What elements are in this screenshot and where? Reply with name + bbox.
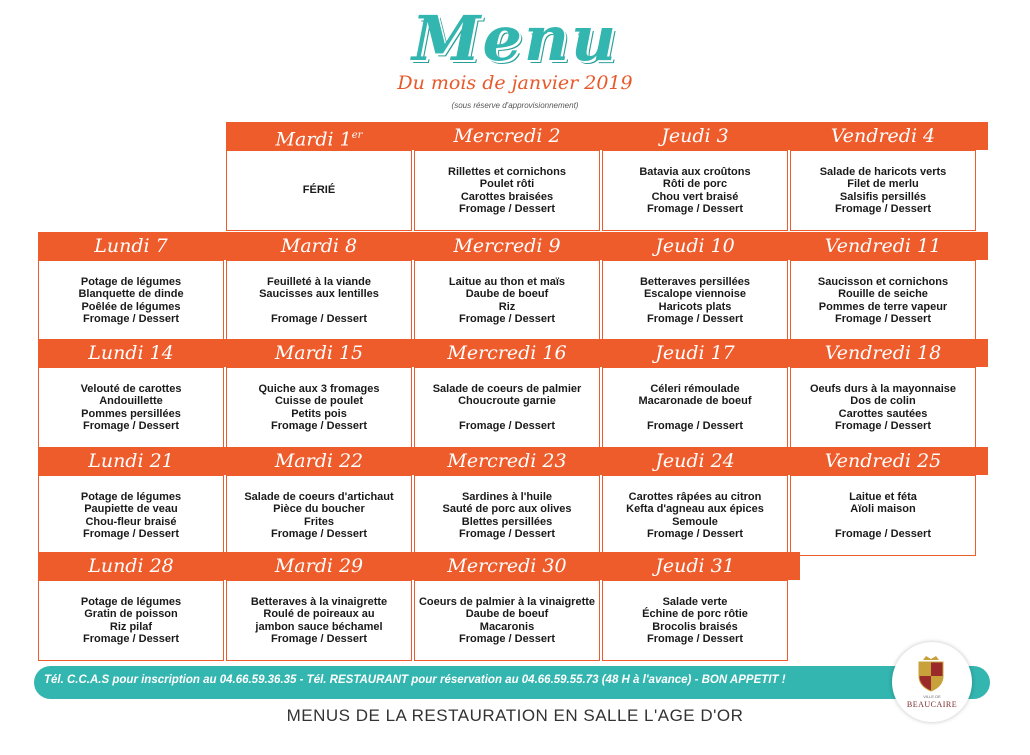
menu-item: Quiche aux 3 fromages xyxy=(258,382,380,395)
menu-item: Brocolis braisés xyxy=(652,620,738,633)
menu-item: Chou-fleur braisé xyxy=(85,515,177,528)
day-header xyxy=(38,552,224,580)
menu-item: Velouté de carottes xyxy=(80,382,182,395)
menu-item: Riz xyxy=(498,300,516,313)
menu-item: Aïoli maison xyxy=(850,503,916,515)
menu-item: FÉRIÉ xyxy=(302,184,336,197)
menu-item: jambon sauce béchamel xyxy=(255,620,383,633)
menu-item: Potage de légumes xyxy=(80,275,182,288)
day-menu-box xyxy=(226,367,412,448)
day-label: Jeudi 24 xyxy=(655,450,735,472)
menu-item: Fromage / Dessert xyxy=(459,633,555,645)
day-header xyxy=(790,447,976,475)
day-header xyxy=(38,339,224,367)
day-header xyxy=(414,447,600,475)
day-header xyxy=(602,232,788,260)
day-menu-box xyxy=(790,475,976,556)
menu-item: Poêlée de légumes xyxy=(81,300,181,313)
day-header xyxy=(226,552,412,580)
menu-item: Rouille de seiche xyxy=(838,288,928,300)
menu-item: Fromage / Dessert xyxy=(647,313,743,325)
menu-item: Salade de coeurs d'artichaut xyxy=(244,490,394,503)
menu-item: Fromage / Dessert xyxy=(459,203,555,215)
menu-item: Oeufs durs à la mayonnaise xyxy=(809,382,957,395)
menu-item: Betteraves à la vinaigrette xyxy=(250,595,388,608)
menu-item: Potage de légumes xyxy=(80,595,182,608)
day-menu-box xyxy=(414,475,600,556)
footer-contact: Tél. C.C.A.S pour inscription au 04.66.59.36.35 - Tél. RESTAURANT pour réservation au 04.66.59.55.73 (48 H à l'avance) - BON APPETIT ! xyxy=(44,674,786,686)
crest-icon xyxy=(916,656,946,692)
menu-item: Fromage / Dessert xyxy=(271,633,367,645)
day-header xyxy=(414,122,600,150)
menu-item: Fromage / Dessert xyxy=(647,633,743,645)
menu-item: Fromage / Dessert xyxy=(835,420,931,432)
menu-item: Laitue et féta xyxy=(849,490,917,503)
day-menu-box xyxy=(38,260,224,341)
menu-item: Fromage / Dessert xyxy=(83,528,179,540)
menu-item: Fromage / Dessert xyxy=(83,313,179,325)
menu-item: Fromage / Dessert xyxy=(835,203,931,215)
day-label: Mercredi 2 xyxy=(453,125,561,147)
day-header xyxy=(414,339,600,367)
menu-item: Choucroute garnie xyxy=(458,395,556,407)
day-menu-box xyxy=(790,367,976,448)
day-header xyxy=(38,232,224,260)
day-menu-box xyxy=(790,260,976,341)
day-header xyxy=(226,122,412,150)
menu-item: Feuilleté à la viande xyxy=(267,275,371,288)
menu-item: Sauté de porc aux olives xyxy=(442,503,572,515)
day-label: Jeudi 10 xyxy=(655,235,735,257)
day-label: Mardi 1 xyxy=(275,128,352,151)
day-label: Vendredi 11 xyxy=(824,235,942,257)
day-label: Mercredi 9 xyxy=(453,235,561,257)
day-header xyxy=(226,232,412,260)
menu-item: Fromage / Dessert xyxy=(647,203,743,215)
menu-item: Coeurs de palmier à la vinaigrette xyxy=(418,595,596,608)
day-header xyxy=(602,447,788,475)
day-menu-box xyxy=(602,260,788,341)
menu-item: Riz pilaf xyxy=(109,620,153,633)
day-menu-box xyxy=(414,580,600,661)
day-label: Mardi 15 xyxy=(274,342,364,364)
menu-item: Carottes râpées au citron xyxy=(628,490,762,503)
menu-item: Sardines à l'huile xyxy=(461,490,553,503)
day-header xyxy=(790,232,976,260)
day-label: Jeudi 31 xyxy=(655,555,735,577)
menu-item: Fromage / Dessert xyxy=(83,420,179,432)
menu-item: Pommes persillées xyxy=(81,407,181,420)
day-label: Lundi 7 xyxy=(94,235,168,257)
day-label: Vendredi 25 xyxy=(824,450,942,472)
day-menu-box xyxy=(226,150,412,231)
day-menu-box xyxy=(602,367,788,448)
menu-item: Chou vert braisé xyxy=(651,190,739,203)
menu-item: Daube de boeuf xyxy=(465,608,549,620)
day-label: Mercredi 16 xyxy=(447,342,567,364)
menu-item: Fromage / Dessert xyxy=(83,633,179,645)
day-header xyxy=(38,447,224,475)
day-label: Jeudi 17 xyxy=(655,342,735,364)
menu-item: Blanquette de dinde xyxy=(78,288,184,300)
day-label: Mercredi 23 xyxy=(447,450,567,472)
menu-item: Frites xyxy=(304,515,334,528)
day-label: Vendredi 4 xyxy=(830,125,936,147)
day-header xyxy=(414,232,600,260)
menu-item: Carottes braisées xyxy=(460,190,554,203)
logo-subtitle: VILLE DE xyxy=(923,694,941,699)
menu-item: Cuisse de poulet xyxy=(274,395,364,407)
day-label: Mardi 8 xyxy=(280,235,358,257)
day-menu-box xyxy=(226,475,412,556)
day-menu-box xyxy=(602,150,788,231)
day-label-suffix: er xyxy=(351,130,363,141)
menu-item: Saucisson et cornichons xyxy=(817,275,949,288)
day-header xyxy=(602,339,788,367)
menu-item: Semoule xyxy=(672,515,718,528)
menu-item: Betteraves persillées xyxy=(639,275,751,288)
menu-item: Céleri rémoulade xyxy=(650,382,740,395)
menu-item: Blettes persillées xyxy=(461,515,553,528)
menu-item: Pièce du boucher xyxy=(273,503,365,515)
menu-item: Fromage / Dessert xyxy=(835,313,931,325)
menu-subtitle: Du mois de janvier 2019 xyxy=(397,72,633,94)
day-menu-box xyxy=(38,580,224,661)
menu-item: Salade verte xyxy=(662,595,728,608)
day-label: Vendredi 18 xyxy=(824,342,942,364)
menu-item: Batavia aux croûtons xyxy=(639,165,751,178)
menu-item: Rillettes et cornichons xyxy=(448,165,566,178)
day-menu-box xyxy=(602,580,788,661)
menu-item: Haricots plats xyxy=(658,300,732,313)
menu-item: Fromage / Dessert xyxy=(647,420,743,432)
day-menu-box xyxy=(226,260,412,341)
menu-item: Dos de colin xyxy=(850,395,916,407)
day-menu-box xyxy=(38,475,224,556)
day-menu-box xyxy=(414,150,600,231)
bottom-caption: MENUS DE LA RESTAURATION EN SALLE L'AGE D'OR xyxy=(286,706,744,725)
day-label: Lundi 21 xyxy=(88,450,174,472)
day-header xyxy=(414,552,600,580)
day-label: Mardi 22 xyxy=(274,450,364,472)
logo-name: BEAUCAIRE xyxy=(906,700,958,709)
menu-item: Daube de boeuf xyxy=(465,288,549,300)
menu-item: Fromage / Dessert xyxy=(459,313,555,325)
day-menu-box xyxy=(414,367,600,448)
menu-item: Rôti de porc xyxy=(662,178,728,190)
day-label: Jeudi 3 xyxy=(661,125,729,147)
day-label: Mercredi 30 xyxy=(447,555,567,577)
menu-item: Carottes sautées xyxy=(838,407,928,420)
day-label: Lundi 28 xyxy=(88,555,174,577)
day-header xyxy=(226,339,412,367)
menu-item: Fromage / Dessert xyxy=(647,528,743,540)
menu-item: Fromage / Dessert xyxy=(271,420,367,432)
menu-item: Andouillette xyxy=(99,395,163,407)
menu-item: Poulet rôti xyxy=(479,178,535,190)
day-menu-box xyxy=(602,475,788,556)
menu-item: Paupiette de veau xyxy=(84,503,178,515)
menu-item: Kefta d'agneau aux épices xyxy=(626,503,764,515)
day-menu-box xyxy=(790,150,976,231)
day-header xyxy=(226,447,412,475)
menu-item: Fromage / Dessert xyxy=(835,528,931,540)
day-header xyxy=(602,122,788,150)
day-menu-box xyxy=(414,260,600,341)
menu-item: Salade de coeurs de palmier xyxy=(432,382,582,395)
menu-item: Saucisses aux lentilles xyxy=(259,288,379,300)
menu-title: Menu xyxy=(411,2,619,75)
day-label: Mardi 29 xyxy=(274,555,364,577)
menu-item: Macaronade de boeuf xyxy=(638,395,752,407)
menu-item: Escalope viennoise xyxy=(643,288,747,300)
menu-item: Macaronis xyxy=(479,620,535,633)
menu-item: Potage de légumes xyxy=(80,490,182,503)
menu-item: Laitue au thon et maïs xyxy=(448,275,566,288)
menu-item: Fromage / Dessert xyxy=(459,528,555,540)
menu-item: Pommes de terre vapeur xyxy=(818,300,948,313)
day-header xyxy=(790,122,976,150)
day-header xyxy=(602,552,788,580)
menu-item: Filet de merlu xyxy=(847,178,919,190)
menu-note: (sous réserve d'approvisionnement) xyxy=(451,101,579,110)
menu-item: Roulé de poireaux au xyxy=(263,608,375,620)
menu-item: Salsifis persillés xyxy=(839,190,927,203)
menu-item: Gratin de poisson xyxy=(84,608,178,620)
menu-item: Fromage / Dessert xyxy=(271,528,367,540)
day-label: Lundi 14 xyxy=(88,342,174,364)
day-header xyxy=(790,339,976,367)
menu-item: Fromage / Dessert xyxy=(271,313,367,325)
day-menu-box xyxy=(226,580,412,661)
menu-item: Salade de haricots verts xyxy=(819,165,947,178)
menu-item: Fromage / Dessert xyxy=(459,420,555,432)
menu-item: Petits pois xyxy=(291,407,347,420)
menu-item: Échine de porc rôtie xyxy=(642,608,748,620)
day-menu-box xyxy=(38,367,224,448)
